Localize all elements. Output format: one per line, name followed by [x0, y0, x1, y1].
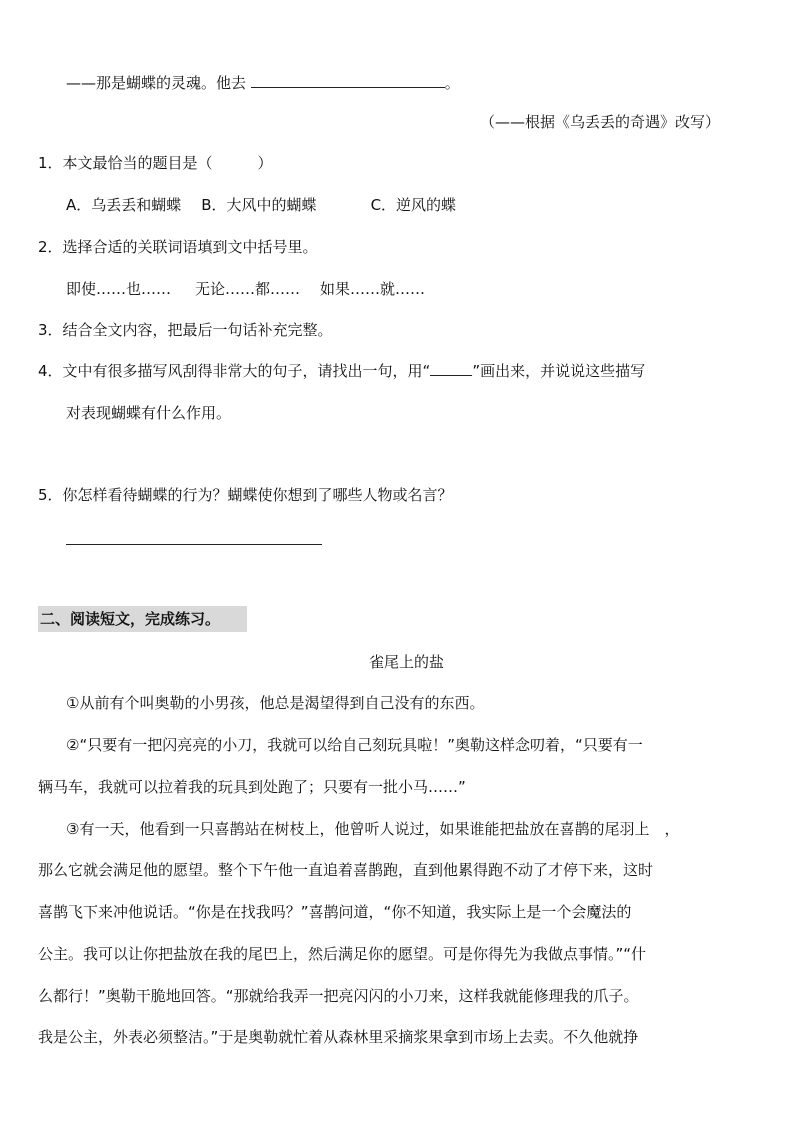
passage-line: 公主。我可以让你把盐放在我的尾巴上，然后满足你的愿望。可是你得先为我做点事情。”“什	[38, 945, 647, 963]
passage-title: 雀尾上的盐	[369, 653, 445, 671]
passage-line: 辆马车，我就可以拉着我的玩具到处跑了；只要有一批小马……”	[38, 778, 466, 796]
section-2-heading: 二、阅读短文，完成练习。	[38, 606, 247, 632]
continuation-line	[66, 73, 460, 93]
passage-line: ③有一天，他看到一只喜鹊站在树枝上，他曾听人说过，如果谁能把盐放在喜鹊的尾羽上 ，	[66, 820, 680, 838]
connective-1: 即使……也……	[66, 280, 172, 298]
question-4-text-before: 4．文中有很多描写风刮得非常大的句子，请找出一句，用“	[38, 362, 431, 380]
question-4-line-2: 对表现蝴蝶有什么作用。	[66, 404, 232, 422]
connective-2: 无论……都……	[195, 280, 301, 298]
question-1: 1．本文最恰当的题目是（ ）	[38, 154, 273, 172]
option-c[interactable]: C．逆风的蝶	[370, 196, 457, 214]
connective-3: 如果……就……	[320, 280, 426, 298]
question-3: 3．结合全文内容，把最后一句话补充完整。	[38, 321, 333, 339]
answer-blank[interactable]	[251, 73, 445, 88]
passage-line: 我是公主，外表必须整洁。”于是奥勒就忙着从森林里采摘浆果拿到市场上去卖。不久他就挣	[38, 1028, 639, 1046]
passage-line: 喜鹊飞下来冲他说话。“你是在找我吗？”喜鹊问道，“你不知道，我实际上是一个会魔法的	[38, 903, 632, 921]
answer-line[interactable]	[66, 544, 322, 545]
source-attribution: （——根据《乌丢丢的奇遇》改写）	[480, 113, 721, 131]
question-2: 2．选择合适的关联词语填到文中括号里。	[38, 238, 318, 256]
question-4-text-after: ”画出来，并说说这些描写	[472, 362, 646, 380]
continuation-text: ——那是蝴蝶的灵魂。他去	[66, 74, 247, 92]
option-a[interactable]: A．乌丢丢和蝴蝶	[66, 196, 182, 214]
passage-line: ②“只要有一把闪亮亮的小刀，我就可以给自己刻玩具啦！”奥勒这样念叨着，“只要有一	[66, 736, 643, 754]
question-5: 5．你怎样看待蝴蝶的行为？蝴蝶使你想到了哪些人物或名言？	[38, 486, 453, 504]
passage-line: ①从前有个叫奥勒的小男孩，他总是渴望得到自己没有的东西。	[66, 694, 485, 712]
question-2-options	[66, 279, 425, 299]
continuation-end: 。	[444, 74, 460, 92]
passage-line: 那么它就会满足他的愿望。整个下午他一直追着喜鹊跑，直到他累得跑不动了才停下来，这时	[38, 861, 654, 879]
passage-line: 么都行！”奥勒干脆地回答。“那就给我弄一把亮闪闪的小刀来，这样我就能修理我的爪子。	[38, 987, 639, 1005]
question-4	[38, 361, 645, 381]
option-b[interactable]: B．大风中的蝴蝶	[201, 196, 317, 214]
underline-sample	[430, 361, 472, 376]
question-1-options	[66, 195, 456, 215]
